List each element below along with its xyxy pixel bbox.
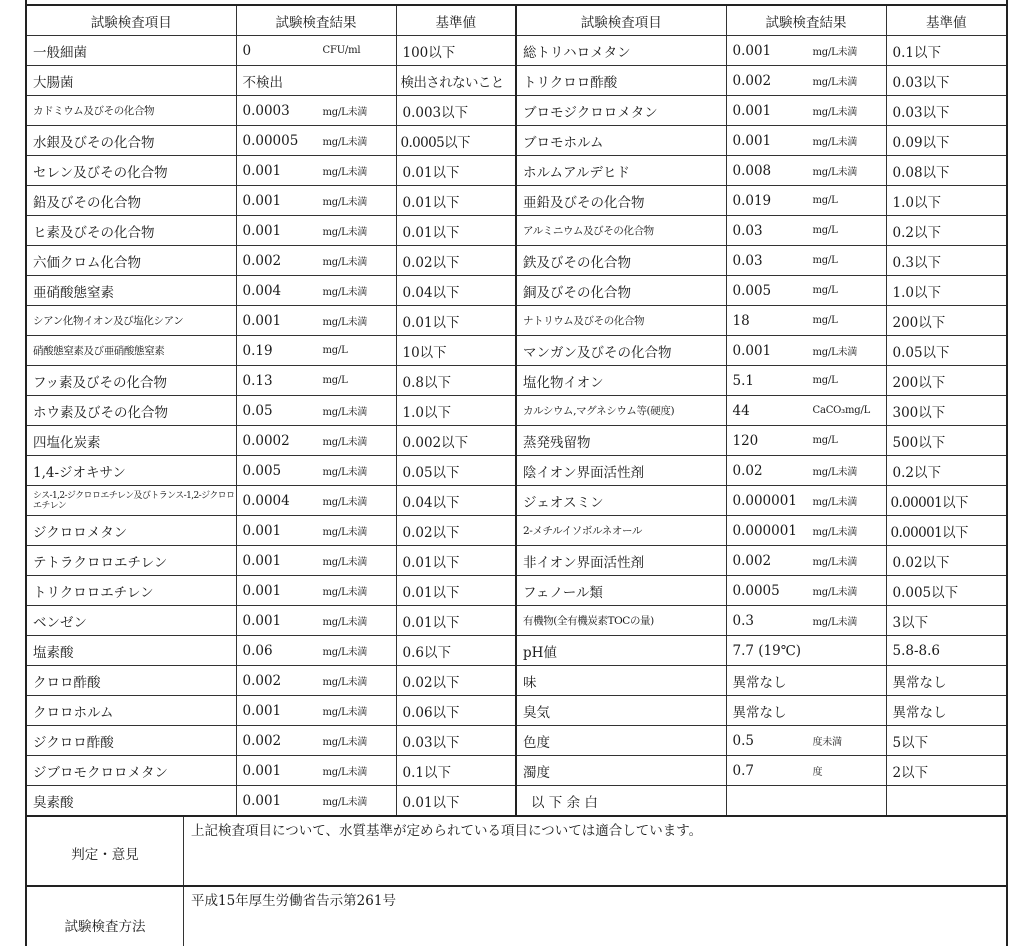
result-value: 0.02: [732, 462, 763, 479]
test-result: [236, 36, 396, 66]
table-row: [26, 426, 1007, 456]
table-row: [26, 246, 1007, 276]
test-item: アルミニウム及びその化合物: [516, 216, 726, 246]
standard-value: 0.1以下: [886, 36, 1007, 66]
test-item: テトラクロロエチレン: [26, 546, 236, 576]
result-value: 0.000001: [732, 492, 797, 509]
standard-value: [886, 786, 1007, 816]
table-row: [26, 306, 1007, 336]
test-result: [236, 456, 396, 486]
table-row: [26, 576, 1007, 606]
standard-value: 3以下: [886, 606, 1007, 636]
result-unit: mg/L: [812, 315, 838, 326]
standard-value: 0.05以下: [886, 336, 1007, 366]
test-item: ベンゼン: [26, 606, 236, 636]
result-value: 0.00005: [242, 132, 299, 149]
result-value: 0.0004: [242, 492, 290, 509]
result-unit: mg/L未満: [322, 197, 368, 208]
result-unit: mg/L未満: [812, 47, 858, 58]
result-unit: mg/L未満: [322, 167, 368, 178]
result-unit: mg/L未満: [322, 617, 368, 628]
test-item: 塩化物イオン: [516, 366, 726, 396]
result-unit: mg/L未満: [322, 797, 368, 808]
standard-value: 0.00001以下: [886, 486, 1007, 516]
test-item: クロロ酢酸: [26, 666, 236, 696]
header-result-left: 試験検査結果: [236, 5, 396, 36]
result-value: 0.001: [732, 102, 772, 119]
test-item: 亜硝酸態窒素: [26, 276, 236, 306]
test-result: [236, 246, 396, 276]
result-unit: mg/L未満: [322, 437, 368, 448]
test-item: 六価クロム化合物: [26, 246, 236, 276]
test-result: [726, 186, 886, 216]
standard-value: 異常なし: [886, 696, 1007, 726]
result-unit: mg/L: [322, 375, 348, 386]
header-standard-left: 基準値: [396, 5, 516, 36]
standard-value: 1.0以下: [396, 396, 516, 426]
test-item: 臭気: [516, 696, 726, 726]
standard-value: 0.01以下: [396, 186, 516, 216]
result-unit: mg/L未満: [322, 287, 368, 298]
test-result: [726, 786, 886, 816]
test-result: [236, 96, 396, 126]
test-item: 硝酸態窒素及び亜硝酸態窒素: [26, 336, 236, 366]
standard-value: 0.03以下: [886, 96, 1007, 126]
standard-value: 2以下: [886, 756, 1007, 786]
test-result: [726, 696, 886, 726]
test-result: [236, 396, 396, 426]
table-row: [26, 696, 1007, 726]
result-value: 0.019: [732, 192, 772, 209]
result-value: 0.001: [242, 222, 282, 239]
result-value: 0.002: [732, 72, 772, 89]
test-item: ジクロロメタン: [26, 516, 236, 546]
result-unit: mg/L未満: [812, 527, 858, 538]
method-row: [27, 887, 1006, 946]
standard-value: 0.09以下: [886, 126, 1007, 156]
standard-value: 0.04以下: [396, 276, 516, 306]
standard-value: 0.02以下: [396, 246, 516, 276]
test-item: 総トリハロメタン: [516, 36, 726, 66]
test-result: [726, 276, 886, 306]
test-result: [726, 306, 886, 336]
result-value: 0.0003: [242, 102, 290, 119]
test-item: 陰イオン界面活性剤: [516, 456, 726, 486]
test-item: フッ素及びその化合物: [26, 366, 236, 396]
test-item: pH値: [516, 636, 726, 666]
standard-value: 10以下: [396, 336, 516, 366]
test-item: 有機物(全有機炭素TOCの量): [516, 606, 726, 636]
test-result: [726, 576, 886, 606]
test-item: 以 下 余 白: [516, 786, 726, 816]
test-item: カドミウム及びその化合物: [26, 96, 236, 126]
table-row: [26, 156, 1007, 186]
result-unit: mg/L未満: [322, 677, 368, 688]
result-unit: mg/L未満: [322, 107, 368, 118]
test-result: [726, 36, 886, 66]
standard-value: 異常なし: [886, 666, 1007, 696]
test-item: ブロモジクロロメタン: [516, 96, 726, 126]
table-row: [26, 726, 1007, 756]
test-item: 臭素酸: [26, 786, 236, 816]
test-result: [236, 546, 396, 576]
result-value: 0.002: [242, 672, 282, 689]
test-result: [236, 126, 396, 156]
test-result: [236, 636, 396, 666]
result-unit: 度未満: [812, 737, 842, 748]
result-unit: CFU/ml: [322, 45, 361, 56]
standard-value: 0.8以下: [396, 366, 516, 396]
table-header-row: [26, 5, 1007, 36]
result-value: 0.0005: [732, 582, 780, 599]
test-result: [726, 726, 886, 756]
test-result: [726, 96, 886, 126]
result-value: 0.06: [242, 642, 273, 659]
result-unit: mg/L未満: [322, 137, 368, 148]
result-value: 0.7: [732, 762, 754, 779]
table-row: [26, 516, 1007, 546]
result-unit: mg/L未満: [812, 467, 858, 478]
test-result: [236, 336, 396, 366]
standard-value: 1.0以下: [886, 186, 1007, 216]
test-result: [726, 666, 886, 696]
result-value: 0.03: [732, 222, 763, 239]
standard-value: 0.08以下: [886, 156, 1007, 186]
result-value: 0.001: [242, 612, 282, 629]
result-unit: mg/L未満: [812, 137, 858, 148]
result-value: 44: [732, 402, 750, 419]
result-unit: CaCO₃mg/L: [812, 405, 871, 416]
standard-value: 200以下: [886, 366, 1007, 396]
result-value: 0.05: [242, 402, 273, 419]
result-value: 0.001: [242, 162, 282, 179]
standard-value: 0.003以下: [396, 96, 516, 126]
standard-value: 1.0以下: [886, 276, 1007, 306]
result-value: 0.3: [732, 612, 754, 629]
result-value: 0.008: [732, 162, 772, 179]
test-item: カルシウム,マグネシウム等(硬度): [516, 396, 726, 426]
result-value: 5.1: [732, 372, 754, 389]
result-value: 0.001: [732, 132, 772, 149]
test-result: [726, 216, 886, 246]
result-value: 0.13: [242, 372, 273, 389]
test-item: ブロモホルム: [516, 126, 726, 156]
test-result: [726, 126, 886, 156]
standard-value: 0.2以下: [886, 216, 1007, 246]
results-table: [25, 4, 1008, 816]
table-row: [26, 756, 1007, 786]
result-unit: mg/L未満: [322, 707, 368, 718]
result-value: 0.001: [732, 342, 772, 359]
test-result: [726, 516, 886, 546]
result-value: 0.001: [242, 702, 282, 719]
result-unit: mg/L未満: [812, 557, 858, 568]
result-unit: mg/L未満: [322, 527, 368, 538]
result-unit: mg/L未満: [812, 107, 858, 118]
test-result: [236, 186, 396, 216]
standard-value: 0.01以下: [396, 786, 516, 816]
test-item: ヒ素及びその化合物: [26, 216, 236, 246]
test-item: 銅及びその化合物: [516, 276, 726, 306]
header-result-right: 試験検査結果: [726, 5, 886, 36]
standard-value: 0.02以下: [396, 666, 516, 696]
result-unit: mg/L未満: [812, 587, 858, 598]
result-unit: mg/L: [812, 255, 838, 266]
test-item: 色度: [516, 726, 726, 756]
standard-value: 検出されないこと: [396, 66, 516, 96]
table-row: [26, 546, 1007, 576]
test-result: [236, 666, 396, 696]
result-value: 0.001: [242, 582, 282, 599]
test-item: トリクロロ酢酸: [516, 66, 726, 96]
test-result: [236, 606, 396, 636]
standard-value: 0.002以下: [396, 426, 516, 456]
test-result: [726, 396, 886, 426]
test-item: シス-1,2-ジクロロエチレン及びトランス-1,2-ジクロロエチレン: [26, 486, 236, 516]
standard-value: 0.03以下: [396, 726, 516, 756]
result-unit: mg/L未満: [812, 167, 858, 178]
test-item: 濁度: [516, 756, 726, 786]
standard-value: 0.1以下: [396, 756, 516, 786]
table-body: [26, 36, 1007, 816]
standard-value: 300以下: [886, 396, 1007, 426]
result-unit: mg/L未満: [322, 407, 368, 418]
test-result: [236, 156, 396, 186]
test-result: [236, 756, 396, 786]
test-result: [236, 696, 396, 726]
test-item: 味: [516, 666, 726, 696]
standard-value: 0.04以下: [396, 486, 516, 516]
test-result: [236, 786, 396, 816]
table-row: [26, 636, 1007, 666]
test-item: 水銀及びその化合物: [26, 126, 236, 156]
table-row: [26, 666, 1007, 696]
table-row: [26, 276, 1007, 306]
result-unit: 度: [812, 767, 823, 778]
test-result: [726, 366, 886, 396]
test-result: [726, 456, 886, 486]
result-unit: mg/L: [812, 225, 838, 236]
standard-value: 0.06以下: [396, 696, 516, 726]
standard-value: 0.0005以下: [396, 126, 516, 156]
standard-value: 5以下: [886, 726, 1007, 756]
standard-value: 0.02以下: [886, 546, 1007, 576]
result-unit: mg/L: [812, 195, 838, 206]
table-row: [26, 66, 1007, 96]
test-result: [236, 216, 396, 246]
method-label: 試験検査方法: [64, 919, 146, 935]
test-result: [236, 576, 396, 606]
standard-value: 0.01以下: [396, 606, 516, 636]
result-unit: mg/L未満: [322, 497, 368, 508]
standard-value: 0.05以下: [396, 456, 516, 486]
standard-value: 0.01以下: [396, 306, 516, 336]
test-result: [726, 486, 886, 516]
test-result: [236, 366, 396, 396]
test-item: セレン及びその化合物: [26, 156, 236, 186]
test-item: 非イオン界面活性剤: [516, 546, 726, 576]
result-unit: mg/L未満: [322, 737, 368, 748]
result-value: 0.001: [732, 42, 772, 59]
test-result: [236, 726, 396, 756]
result-value: 18: [732, 312, 750, 329]
standard-value: 0.03以下: [886, 66, 1007, 96]
test-item: ホウ素及びその化合物: [26, 396, 236, 426]
table-row: [26, 786, 1007, 816]
header-standard-right: 基準値: [886, 5, 1007, 36]
result-value: 0.002: [242, 252, 282, 269]
test-item: ジェオスミン: [516, 486, 726, 516]
water-quality-report: [25, 0, 1006, 944]
test-item: 蒸発残留物: [516, 426, 726, 456]
result-value: 0.0002: [242, 432, 290, 449]
result-unit: mg/L未満: [322, 467, 368, 478]
table-row: [26, 456, 1007, 486]
test-item: 1,4-ジオキサン: [26, 456, 236, 486]
result-value: 0.001: [242, 762, 282, 779]
notes-section: [25, 815, 1008, 946]
table-row: [26, 606, 1007, 636]
test-item: 鉛及びその化合物: [26, 186, 236, 216]
test-result: [236, 66, 396, 96]
result-value: 0.001: [242, 792, 282, 809]
test-result: [726, 636, 886, 666]
test-item: マンガン及びその化合物: [516, 336, 726, 366]
test-result: [236, 306, 396, 336]
standard-value: 100以下: [396, 36, 516, 66]
standard-value: 0.2以下: [886, 456, 1007, 486]
test-item: ジクロロ酢酸: [26, 726, 236, 756]
test-result: [726, 426, 886, 456]
result-unit: mg/L未満: [322, 647, 368, 658]
standard-value: 5.8-8.6: [886, 636, 1007, 666]
result-value: 0.001: [242, 552, 282, 569]
test-result: [726, 246, 886, 276]
judgement-text: 上記検査項目について、水質基準が定められている項目については適合しています。: [191, 823, 703, 839]
test-item: 亜鉛及びその化合物: [516, 186, 726, 216]
result-unit: mg/L: [322, 345, 348, 356]
test-item: フェノール類: [516, 576, 726, 606]
standard-value: 0.01以下: [396, 576, 516, 606]
result-unit: mg/L未満: [812, 77, 858, 88]
standard-value: 0.02以下: [396, 516, 516, 546]
header-item-left: 試験検査項目: [26, 5, 236, 36]
result-value: 0.03: [732, 252, 763, 269]
result-unit: mg/L未満: [812, 497, 858, 508]
test-item: 塩素酸: [26, 636, 236, 666]
test-result: [236, 516, 396, 546]
test-result: [726, 336, 886, 366]
result-unit: mg/L未満: [812, 617, 858, 628]
table-row: [26, 216, 1007, 246]
standard-value: 0.00001以下: [886, 516, 1007, 546]
judgement-row: [27, 817, 1006, 887]
result-unit: mg/L未満: [322, 227, 368, 238]
result-value: 7.7 (19℃): [732, 642, 802, 659]
standard-value: 0.005以下: [886, 576, 1007, 606]
table-row: [26, 366, 1007, 396]
result-value: 0.005: [242, 462, 282, 479]
table-row: [26, 96, 1007, 126]
result-value: 0.002: [242, 732, 282, 749]
result-unit: mg/L未満: [322, 767, 368, 778]
result-value: 0.002: [732, 552, 772, 569]
test-item: ジブロモクロロメタン: [26, 756, 236, 786]
test-result: [726, 156, 886, 186]
result-value: 0.001: [242, 312, 282, 329]
test-item: ナトリウム及びその化合物: [516, 306, 726, 336]
table-row: [26, 486, 1007, 516]
result-value: 異常なし: [732, 704, 787, 721]
table-row: [26, 36, 1007, 66]
result-unit: mg/L未満: [322, 257, 368, 268]
test-result: [726, 756, 886, 786]
result-unit: mg/L未満: [812, 347, 858, 358]
standard-value: 500以下: [886, 426, 1007, 456]
table-row: [26, 126, 1007, 156]
result-value: 0: [242, 42, 252, 59]
header-item-right: 試験検査項目: [516, 5, 726, 36]
standard-value: 0.6以下: [396, 636, 516, 666]
standard-value: 200以下: [886, 306, 1007, 336]
standard-value: 0.3以下: [886, 246, 1007, 276]
test-item: トリクロロエチレン: [26, 576, 236, 606]
result-value: 0.19: [242, 342, 273, 359]
result-value: 0.000001: [732, 522, 797, 539]
test-item: 鉄及びその化合物: [516, 246, 726, 276]
test-result: [236, 426, 396, 456]
result-unit: mg/L: [812, 435, 838, 446]
test-result: [726, 546, 886, 576]
standard-value: 0.01以下: [396, 546, 516, 576]
test-item: 四塩化炭素: [26, 426, 236, 456]
table-row: [26, 186, 1007, 216]
test-item: シアン化物イオン及び塩化シアン: [26, 306, 236, 336]
test-item: 一般細菌: [26, 36, 236, 66]
standard-value: 0.01以下: [396, 216, 516, 246]
test-item: 2-メチルイソボルネオール: [516, 516, 726, 546]
result-value: 0.001: [242, 522, 282, 539]
result-value: 0.5: [732, 732, 754, 749]
method-text: 平成15年厚生労働省告示第261号: [191, 893, 396, 909]
judgement-label: 判定・意見: [71, 847, 139, 863]
result-unit: mg/L: [812, 285, 838, 296]
table-row: [26, 336, 1007, 366]
result-value: 120: [732, 432, 759, 449]
test-item: ホルムアルデヒド: [516, 156, 726, 186]
result-value: 異常なし: [732, 674, 787, 691]
result-value: 0.005: [732, 282, 772, 299]
test-result: [726, 66, 886, 96]
result-value: 0.004: [242, 282, 282, 299]
result-unit: mg/L未満: [322, 317, 368, 328]
test-result: [236, 276, 396, 306]
test-result: [726, 606, 886, 636]
table-row: [26, 396, 1007, 426]
result-value: 0.001: [242, 192, 282, 209]
test-item: 大腸菌: [26, 66, 236, 96]
test-item: クロロホルム: [26, 696, 236, 726]
standard-value: 0.01以下: [396, 156, 516, 186]
result-unit: mg/L: [812, 375, 838, 386]
result-unit: mg/L未満: [322, 557, 368, 568]
test-result: [236, 486, 396, 516]
result-unit: mg/L未満: [322, 587, 368, 598]
result-value: 不検出: [242, 74, 283, 91]
